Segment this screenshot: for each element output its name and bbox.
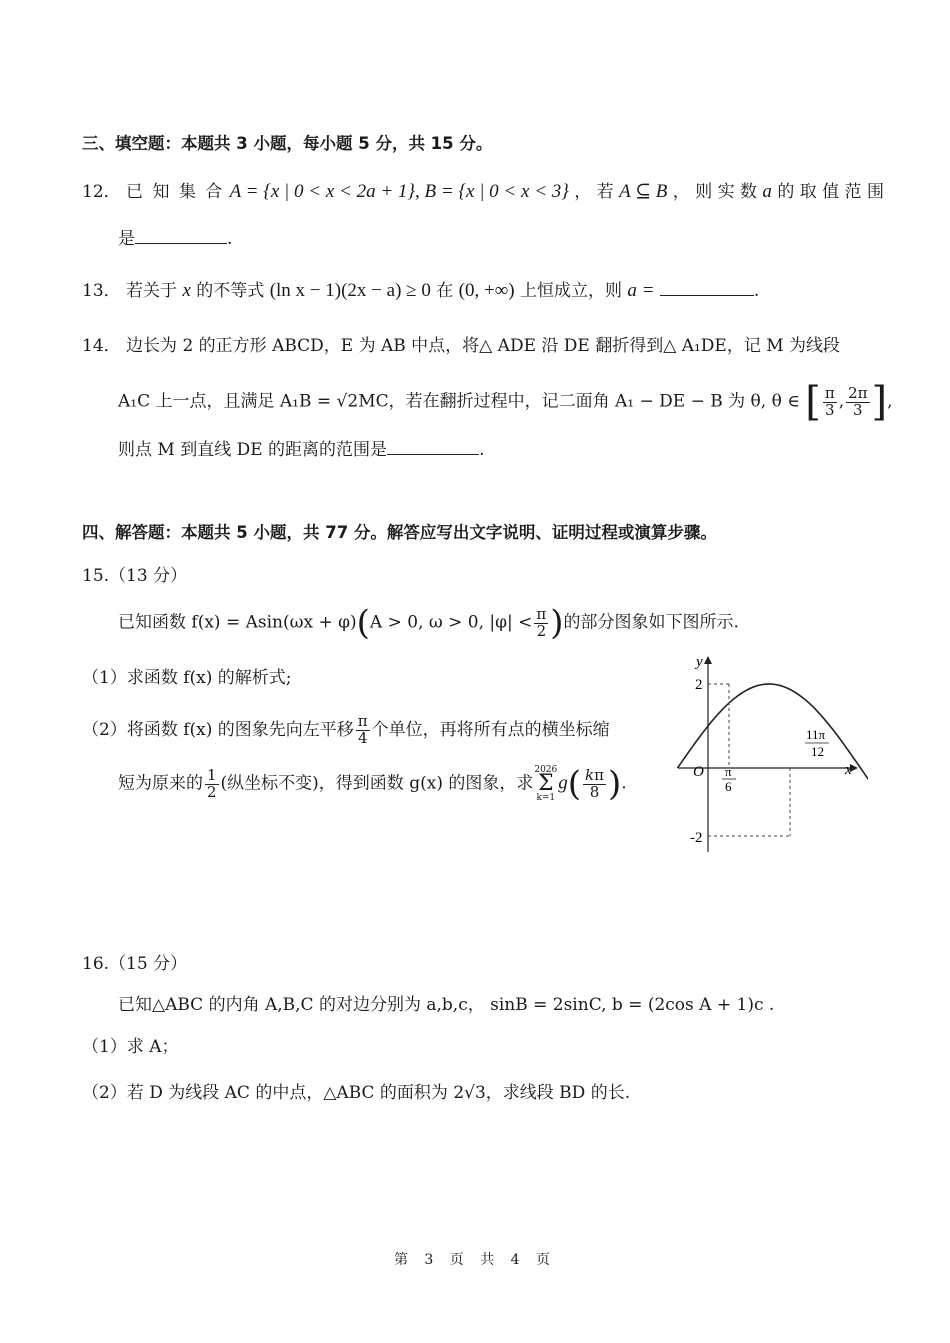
q13-answer-var: a = [627,280,655,301]
question-12 [82,181,884,204]
question-16-number: 16.（15 分） [82,954,188,974]
origin-label: O [693,764,704,780]
q13-var: x [182,280,191,301]
q15-text: 的部分图象如下图所示. [563,612,739,633]
q15-text: （2）将函数 f(x) 的图象先向左平移 [82,719,354,740]
y-max-label: 2 [695,677,703,693]
question-12-line2: 是 . [118,229,233,249]
fraction-pi-2: $\frac{\pi}{2}$ [536,604,547,640]
q13-text: 的不等式 [196,281,265,301]
question-15-part2 [82,714,610,747]
question-16-part2: （2）若 D 为线段 AC 的中点，△ABC 的面积为 2√3，求线段 BD 的长. [82,1083,631,1103]
q15-conditions: A > 0, ω > 0, |φ| < [369,612,533,633]
y-axis-label: y [696,654,703,670]
q15-text: 个单位，再将所有点的横坐标缩 [371,719,610,740]
x-tick-11pi-12-den: 12 [811,744,824,759]
page-footer: 第 3 页 共 4 页 [393,1252,557,1268]
q12-subset: A ⊆ B [619,181,668,202]
question-number: 12． [82,182,121,202]
x-axis-label: x [845,762,852,778]
q14-line3: 则点 M 到直线 DE 的距离的范围是 [118,440,388,460]
fraction-pi-3: $\frac{\pi}{3}$ [824,383,835,419]
q14-line1: 边长为 2 的正方形 ABCD，E 为 AB 中点，将△ ADE 沿 DE 翻折得到△ A₁DE，记 M 为线段 [126,336,841,356]
q12-text: ， 则 实 数 [672,182,758,202]
question-number: 14． [82,336,121,356]
summation: 2026 Σ k=1 [534,765,558,803]
question-15-stem: 已知函数 f(x) = Asin(ωx + φ)(A > 0, ω > 0, |φ| < $\frac{\pi}{2}$ )的部分图象如下图所示. [118,603,739,643]
q12-sets: A = {x | 0 < x < 2a + 1}, B = {x | 0 < x < 3} [229,181,569,202]
y-min-label: -2 [690,830,703,846]
q12-var: a [762,181,772,202]
x-tick-11pi-12-num: 11π [806,727,826,742]
q14-line2: A₁C 上一点，且满足 A₁B = √2MC，若在翻折过程中，记二面角 A₁ − DE − B 为 θ, θ ∈ [118,391,800,412]
fraction-2pi-3: $\frac{2\pi}{3}$ [848,383,868,419]
q13-interval: (0, +∞) [458,280,515,301]
question-15-part2-line2: 短为原来的 $\frac{1}{2}$ (纵坐标不变)，得到函数 g(x) 的图象，求 2026 Σ k=1 g( $\frac{k\pi}{8}$ ). [118,764,627,804]
q12-text: ， 若 [574,182,614,202]
q15-text: (纵坐标不变)，得到函数 g(x) 的图象，求 [220,773,534,794]
question-13: 13． 若关于 x 的不等式 (ln x − 1)(2x − a) ≥ 0 在 (0, +∞) 上恒成立，则 a = . [82,280,760,301]
sine-graph [668,652,868,862]
q13-text: 上恒成立，则 [519,281,622,301]
question-number: 13． [82,281,121,301]
q13-inequality: (ln x − 1)(2x − a) ≥ 0 [269,280,431,301]
q15-text: 短为原来的 [118,773,203,794]
answer-blank[interactable] [660,281,754,296]
question-14-line2: A₁C 上一点，且满足 A₁B = √2MC，若在翻折过程中，记二面角 A₁ − DE − B 为 θ, θ ∈ [ $\frac{\pi}{3}$ , $\frac{2\pi}{3}$ ], [118,379,893,425]
q12-text: 是 [118,229,135,249]
fraction-kpi-8: $\frac{k\pi}{8}$ [585,765,604,801]
fraction-1-2: $\frac{1}{2}$ [207,765,217,801]
question-15-number: 15.（13 分） [82,566,188,586]
question-15-part1: （1）求函数 f(x) 的解析式; [82,668,292,688]
q12-text: 的 取 值 范 围 [777,182,884,202]
question-16-stem: 已知△ABC 的内角 A,B,C 的对边分别为 a,b,c， sinB = 2sinC, b = (2cos A + 1)c . [118,995,775,1015]
section-title-fill-in: 三、填空题：本题共 3 小题，每小题 5 分，共 15 分。 [82,134,493,153]
q13-text: 在 [436,281,454,301]
q13-text: 若关于 [126,281,178,301]
q15-function: 已知函数 f(x) = Asin(ωx + φ) [118,612,357,633]
answer-blank[interactable] [135,229,227,244]
answer-blank[interactable] [387,440,479,455]
section-title-solve: 四、解答题：本题共 5 小题，共 77 分。解答应写出文字说明、证明过程或演算步骤。 [82,523,717,542]
question-14 [82,336,840,356]
q12-text: 已 知 集 合 [126,182,225,202]
x-tick-pi-6-num: π [725,764,732,779]
question-14-line3: 则点 M 到直线 DE 的距离的范围是 . [118,440,485,460]
x-tick-pi-6-den: 6 [725,779,732,794]
sum-expression: g [558,772,568,794]
fraction-pi-4: $\frac{\pi}{4}$ [357,712,368,747]
question-16-part1: （1）求 A； [82,1037,179,1057]
